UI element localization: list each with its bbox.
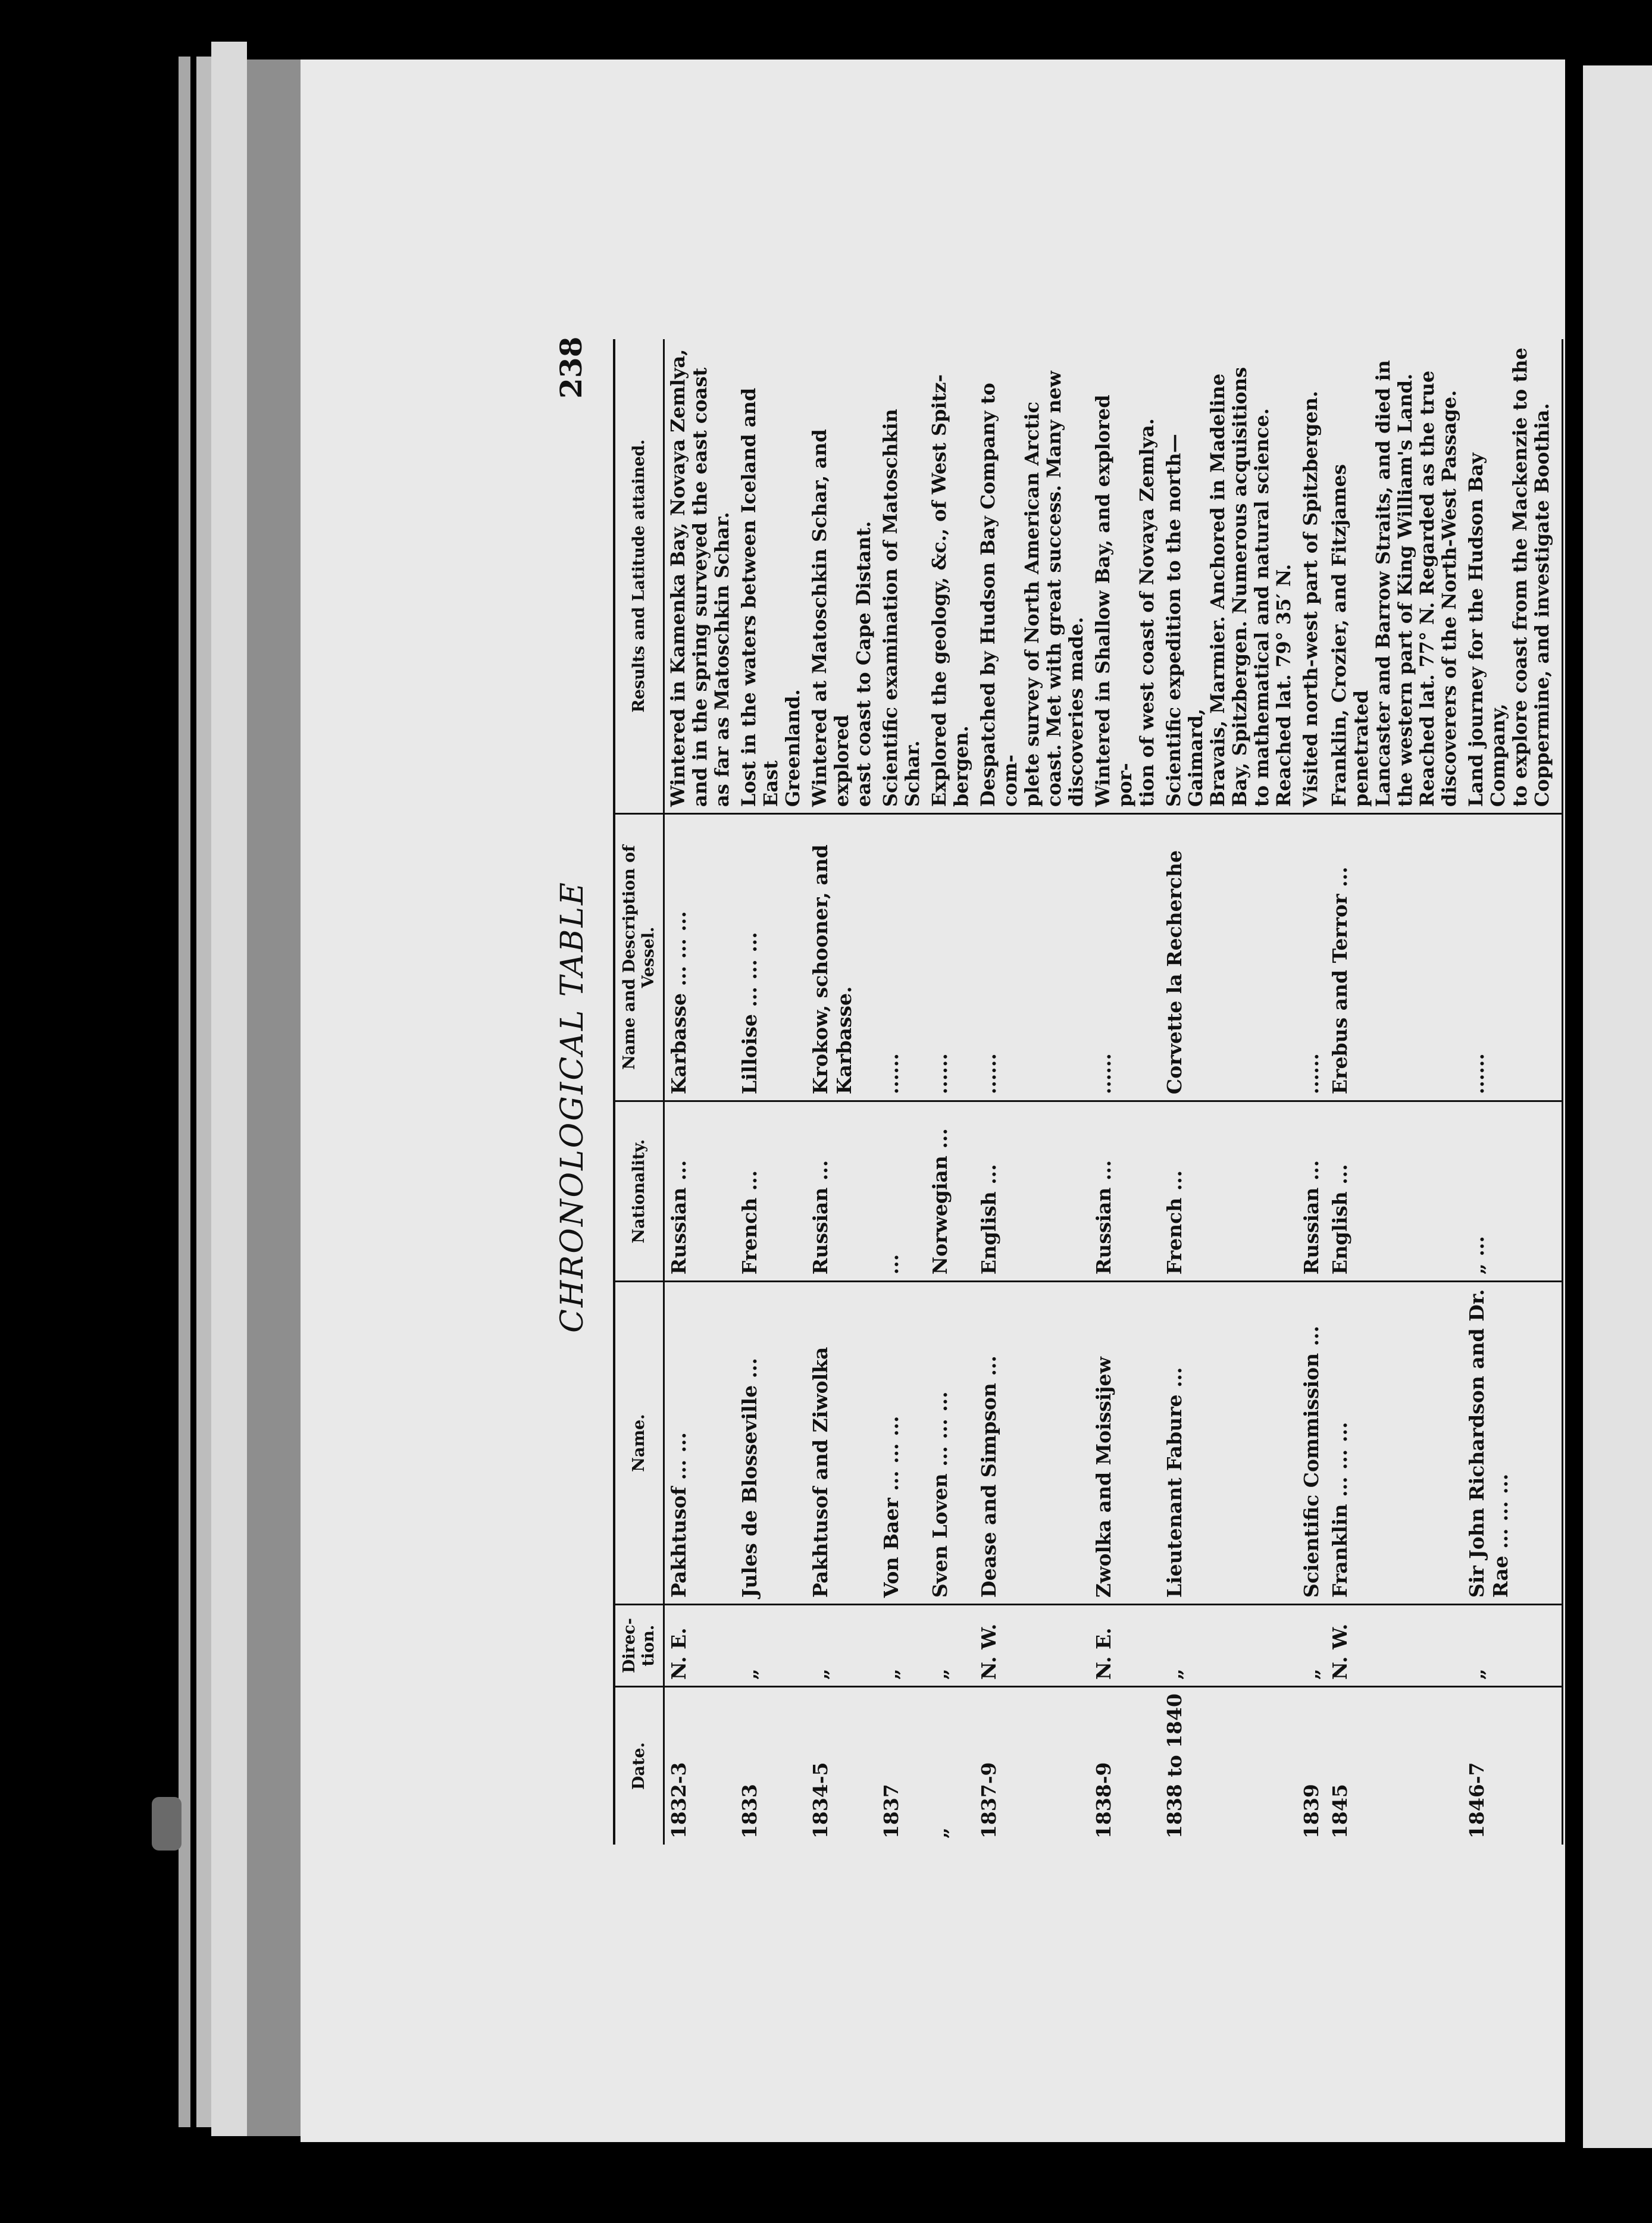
cell-nationality: Norwegian ...: [926, 1101, 975, 1282]
cell-results: [877, 339, 926, 814]
cell-direction: „: [877, 1605, 926, 1687]
header-vessel: Name and Description of Vessel.: [614, 814, 664, 1101]
results-line: plete survey of North American Arctic: [1021, 401, 1043, 807]
results-line: Visited north-west part of Spitzbergen.: [1299, 390, 1322, 807]
cell-direction: N. W.: [1326, 1605, 1463, 1687]
cell-results: [1297, 339, 1326, 814]
running-title: CHRONOLOGICAL TABLE: [555, 881, 590, 1333]
cell-results: [736, 339, 806, 814]
cell-direction: „: [1160, 1605, 1297, 1687]
cell-nationality: „ ...: [1463, 1101, 1563, 1282]
results-line: Coppermine, and investigate Boothia.: [1531, 403, 1553, 807]
results-line: Land journey for the Hudson Bay Company,: [1465, 452, 1509, 807]
cell-date: 1838-9: [1092, 1762, 1115, 1839]
cell-date: 1834-5: [809, 1762, 832, 1839]
page-number: 238: [553, 336, 589, 399]
cell-name: Pakhtusof and Ziwolka: [806, 1282, 877, 1605]
header-nationality: Nationality.: [614, 1101, 664, 1282]
book-clasp: [152, 1797, 182, 1851]
cell-results: [1463, 339, 1563, 814]
cell-vessel: ......: [877, 814, 926, 1101]
cell-direction: „: [736, 1605, 806, 1687]
results-line: Explored the geology, &c., of West Spitz-: [928, 374, 950, 807]
cell-direction: N. E.: [1090, 1605, 1160, 1687]
facing-page: [1583, 65, 1652, 2148]
results-line: bergen.: [950, 725, 972, 807]
cell-nationality: French ...: [736, 1101, 806, 1282]
cell-vessel: ......: [975, 814, 1090, 1101]
table-row: [736, 339, 806, 1845]
cell-nationality: Russian ...: [806, 1101, 877, 1282]
table-row: [664, 339, 736, 1845]
results-line: Reached lat. 79° 35′ N.: [1272, 563, 1295, 807]
header-direction: Direc-tion.: [614, 1605, 664, 1687]
table-row: [1297, 339, 1326, 1845]
cell-name: Lieutenant Fabure ...: [1160, 1282, 1297, 1605]
header-results: Results and Latitude attained.: [614, 339, 664, 814]
cell-date: 1837-9: [977, 1762, 1000, 1839]
running-head: [547, 336, 601, 1845]
book-edge: [211, 42, 247, 2136]
cell-nationality: French ...: [1160, 1101, 1297, 1282]
table-row: [1160, 339, 1297, 1845]
cell-name: Sir John Richardson and Dr. Rae ... ... ...: [1463, 1282, 1563, 1605]
results-line: Wintered in Shallow Bay, and explored por-: [1091, 394, 1136, 807]
cell-results: [1160, 339, 1297, 814]
cell-results: [975, 339, 1090, 814]
results-line: as far as Matoschkin Schar.: [711, 512, 733, 807]
results-line: tion of west coast of Novaya Zemlya.: [1135, 418, 1158, 807]
table-body: [664, 339, 1563, 1845]
results-line: discoveries made.: [1065, 616, 1087, 807]
cell-vessel: Karbasse ... ... ...: [664, 814, 736, 1101]
results-line: Bravais, Marmier. Anchored in Madeline: [1206, 373, 1229, 807]
table-row: [806, 339, 877, 1845]
results-line: Wintered at Matoschkin Schar, and explored: [808, 429, 853, 807]
rotated-page-content: [547, 336, 1553, 1845]
cell-vessel: Corvette la Recherche: [1160, 814, 1297, 1101]
cell-direction: „: [806, 1605, 877, 1687]
table-row: [877, 339, 926, 1845]
results-line: Greenland.: [781, 689, 804, 807]
results-line: Lancaster and Barrow Straits, and died in: [1372, 360, 1394, 807]
book-edge: [247, 60, 304, 2136]
results-line: coast. Met with great success. Many new: [1043, 371, 1065, 807]
cell-date: „: [928, 1827, 952, 1839]
results-line: east coast to Cape Distant.: [852, 521, 875, 807]
cell-date: 1846-7: [1463, 1687, 1563, 1845]
cell-results: [664, 339, 736, 814]
results-line: Franklin, Crozier, and Fitzjames penetrated: [1328, 464, 1372, 807]
results-line: to explore coast from the Mackenzie to the: [1509, 347, 1531, 807]
cell-nationality: Russian ...: [664, 1101, 736, 1282]
cell-date: 1845: [1328, 1784, 1351, 1839]
book-edge: [196, 57, 211, 2127]
table-row: [1463, 339, 1563, 1845]
cell-vessel: Lilloise ... ... ...: [736, 814, 806, 1101]
cell-date: 1839: [1300, 1784, 1323, 1839]
cell-vessel: Krokow, schooner, and Karbasse.: [806, 814, 877, 1101]
results-line: and in the spring surveyed the east coast: [689, 367, 711, 807]
cell-nationality: English ...: [1326, 1101, 1463, 1282]
header-name: Name.: [614, 1282, 664, 1605]
cell-name: Zwolka and Moissijew: [1090, 1282, 1160, 1605]
cell-name: Von Baer ... ... ...: [877, 1282, 926, 1605]
cell-vessel: ......: [926, 814, 975, 1101]
header-date: Date.: [614, 1687, 664, 1845]
cell-vessel: ......: [1463, 814, 1563, 1101]
results-line: Bay, Spitzbergen. Numerous acquisitions: [1228, 367, 1251, 807]
results-line: Scientific examination of Matoschkin Schar.: [879, 409, 924, 807]
cell-nationality: Russian ...: [1090, 1101, 1160, 1282]
cell-vessel: ......: [1297, 814, 1326, 1101]
cell-name: Franklin ... ... ...: [1326, 1282, 1463, 1605]
chronological-table: [613, 339, 1563, 1845]
cell-results: [1326, 339, 1463, 814]
results-line: the western part of King William's Land.: [1394, 373, 1416, 807]
cell-direction: N. W.: [975, 1605, 1090, 1687]
results-line: discoverers of the North-West Passage.: [1438, 390, 1460, 807]
cell-results: [1090, 339, 1160, 814]
cell-vessel: ......: [1090, 814, 1160, 1101]
table-row: [1090, 339, 1160, 1845]
cell-results: [806, 339, 877, 814]
cell-nationality: ...: [877, 1101, 926, 1282]
results-line: Scientific expedition to the north—Gaimard,: [1162, 434, 1207, 807]
cell-results: [926, 339, 975, 814]
cell-date: 1838 to 1840: [1163, 1693, 1186, 1839]
cell-date: 1833: [738, 1784, 761, 1839]
results-line: Lost in the waters between Iceland and East: [737, 387, 782, 807]
results-line: Wintered in Kamenka Bay, Novaya Zemlya,: [667, 349, 689, 807]
cell-direction: „: [1463, 1605, 1563, 1687]
cell-name: Pakhtusof ... ...: [664, 1282, 736, 1605]
cell-direction: N. E.: [664, 1605, 736, 1687]
table-row: [926, 339, 975, 1845]
cell-name: Jules de Blosseville ...: [736, 1282, 806, 1605]
cell-date: 1832-3: [667, 1762, 690, 1839]
cell-direction: „: [926, 1605, 975, 1687]
cell-name: Scientific Commission ...: [1297, 1282, 1326, 1605]
cell-nationality: Russian ...: [1297, 1101, 1326, 1282]
cell-direction: „: [1297, 1605, 1326, 1687]
cell-nationality: English ...: [975, 1101, 1090, 1282]
cell-date: 1837: [880, 1784, 903, 1839]
cell-name: Dease and Simpson ...: [975, 1282, 1090, 1605]
results-line: Reached lat. 77° N. Regarded as the true: [1416, 370, 1438, 807]
table-row: [975, 339, 1090, 1845]
table-row: [1326, 339, 1463, 1845]
results-line: Despatched by Hudson Bay Company to com-: [977, 383, 1021, 807]
cell-vessel: Erebus and Terror ...: [1326, 814, 1463, 1101]
table-header-row: [614, 339, 664, 1845]
results-line: to mathematical and natural science.: [1250, 408, 1273, 807]
cell-name: Sven Loven ... ... ...: [926, 1282, 975, 1605]
